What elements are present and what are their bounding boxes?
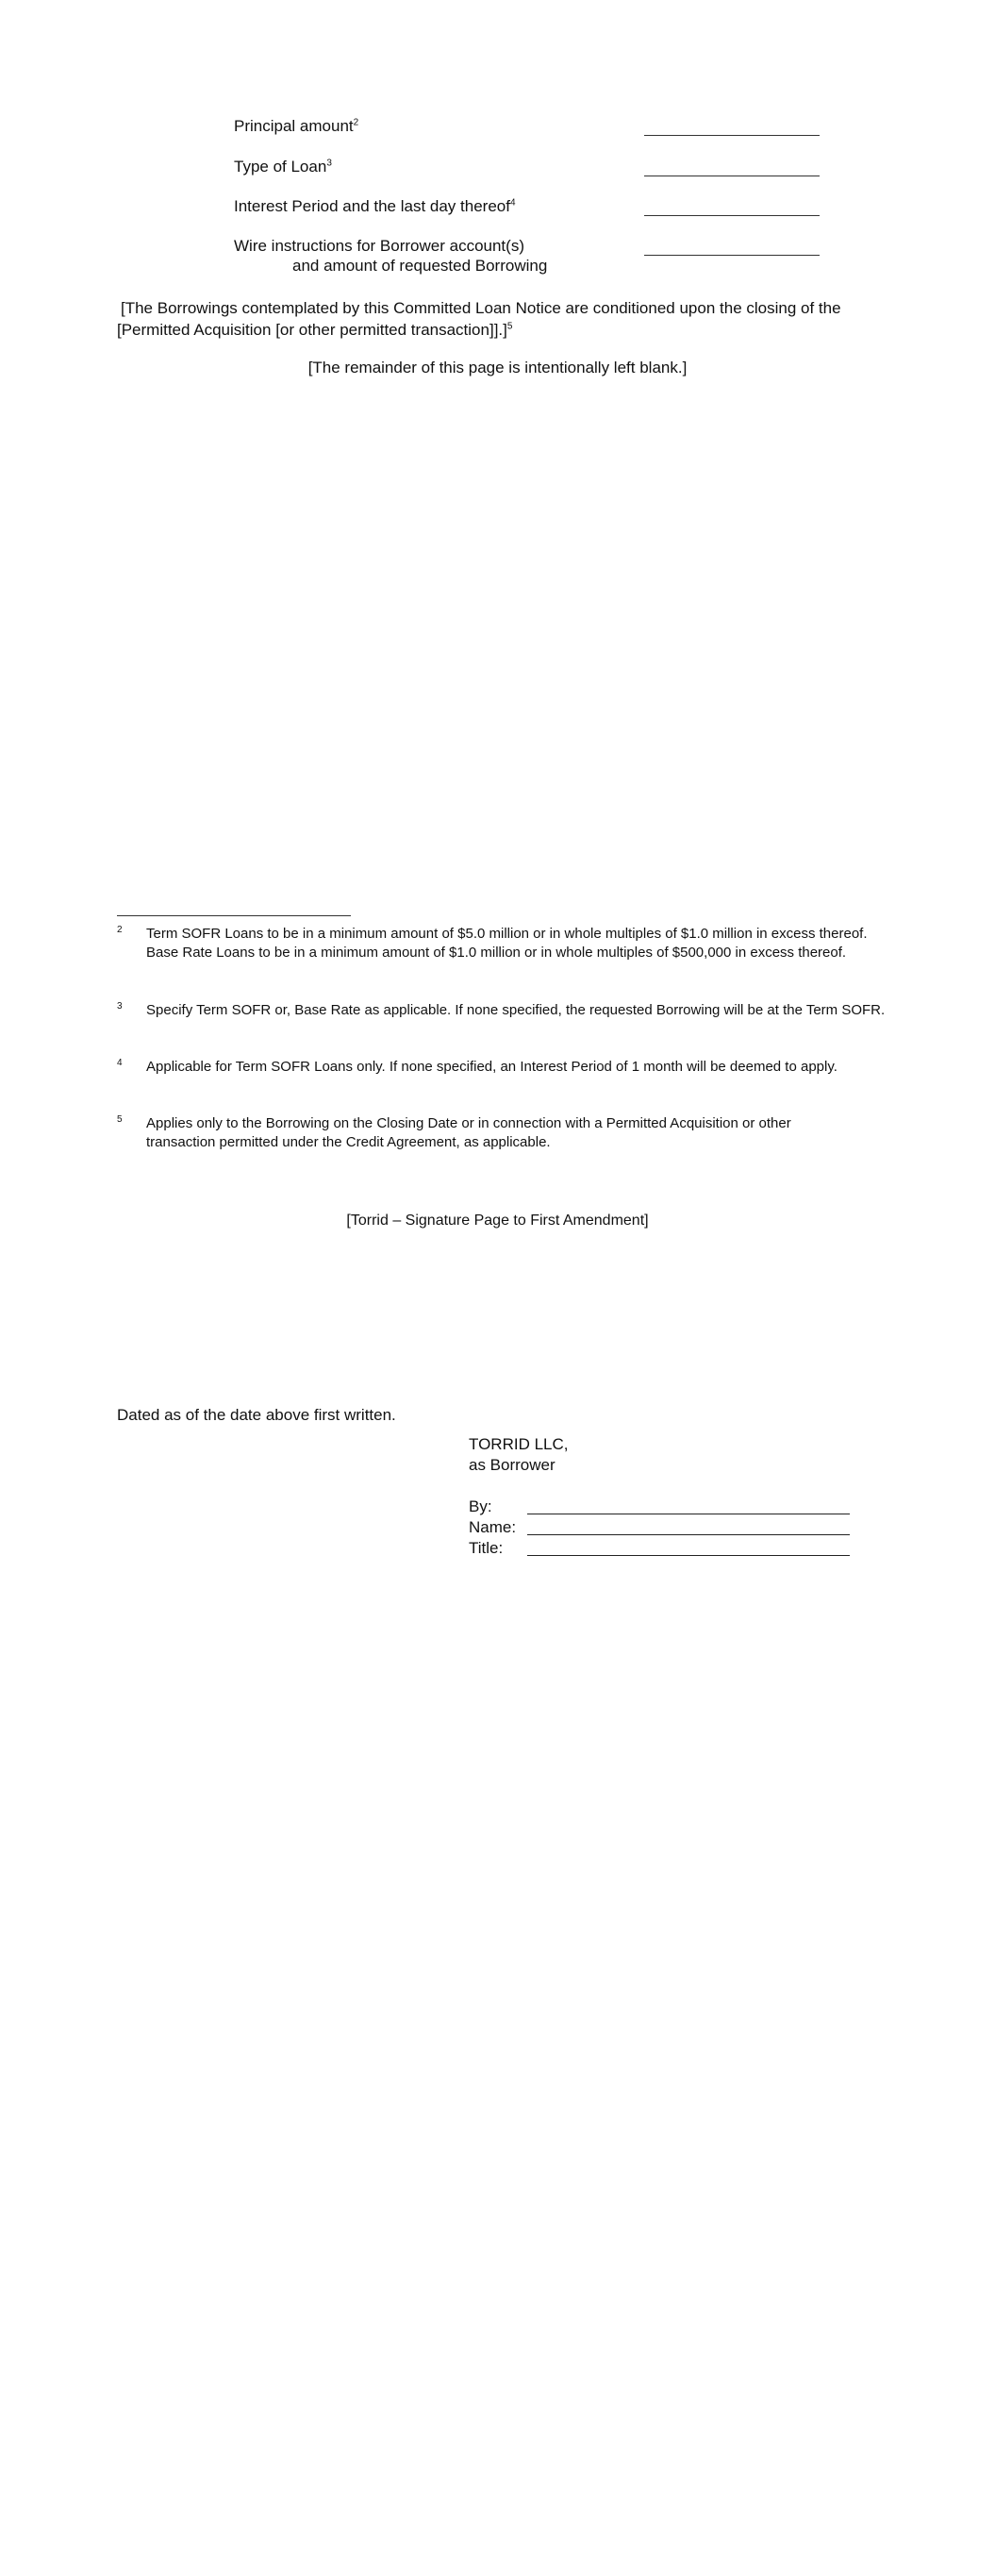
dated-statement: Dated as of the date above first written. <box>117 1406 396 1424</box>
footnote-number: 4 <box>117 1058 123 1068</box>
footnote-text: Specify Term SOFR or, Base Rate as applicable. If none specified, the requested Borrowing will be at the Term SOFR. <box>146 1002 886 1018</box>
footnote-ref: 5 <box>506 321 513 332</box>
footnote-ref: 2 <box>353 117 359 128</box>
footnote-number: 3 <box>117 1001 123 1012</box>
company-name: TORRID LLC, <box>469 1435 569 1453</box>
wire-instructions-label-line2: and amount of requested Borrowing <box>292 257 548 275</box>
footnote-number: 5 <box>117 1114 123 1125</box>
footnote-ref: 3 <box>326 158 332 169</box>
by-label: By: <box>469 1497 492 1515</box>
condition-line-1: [The Borrowings contemplated by this Committed Loan Notice are conditioned upon the closing of the <box>121 299 841 317</box>
intentionally-blank-notice: [The remainder of this page is intentionally left blank.] <box>307 359 688 376</box>
company-role: as Borrower <box>469 1456 556 1474</box>
footnote-text: Term SOFR Loans to be in a minimum amount of $5.0 million or in whole multiples of $1.0 million in excess thereof. Base Rate Loans to be in a minimum amount of $1.0 million or in whole multiples of $500,000 in excess thereof. <box>146 926 868 961</box>
footnote-text: Applies only to the Borrowing on the Closing Date or in connection with a Permitted Acquisition or other transaction permitted under the Credit Agreement, as applicable. <box>146 1115 791 1150</box>
name-signature-line <box>527 1534 850 1535</box>
wire-instructions-label: Wire instructions for Borrower account(s) <box>234 237 524 255</box>
name-label: Name: <box>469 1518 517 1536</box>
principal-amount-label: Principal amount$^2$ <box>234 117 359 135</box>
condition-line-2: [Permitted Acquisition [or other permitted transaction]].]$^5$ <box>117 321 513 339</box>
title-signature-line <box>527 1555 850 1556</box>
footnote-ref: 4 <box>509 197 516 209</box>
footnote-number: 2 <box>117 925 123 935</box>
footnote-separator <box>117 915 351 916</box>
title-label: Title: <box>469 1539 504 1557</box>
interest-period-label: Interest Period and the last day thereof$^4$ <box>234 197 516 215</box>
interest-period-blank <box>644 215 820 216</box>
wire-instructions-blank <box>644 255 820 256</box>
footnote-text: Applicable for Term SOFR Loans only. If none specified, an Interest Period of 1 month will be deemed to apply. <box>146 1059 837 1075</box>
principal-amount-blank <box>644 135 820 136</box>
type-of-loan-label: Type of Loan$^3$ <box>234 158 332 176</box>
signature-page-title: [Torrid – Signature Page to First Amendment] <box>346 1213 649 1229</box>
